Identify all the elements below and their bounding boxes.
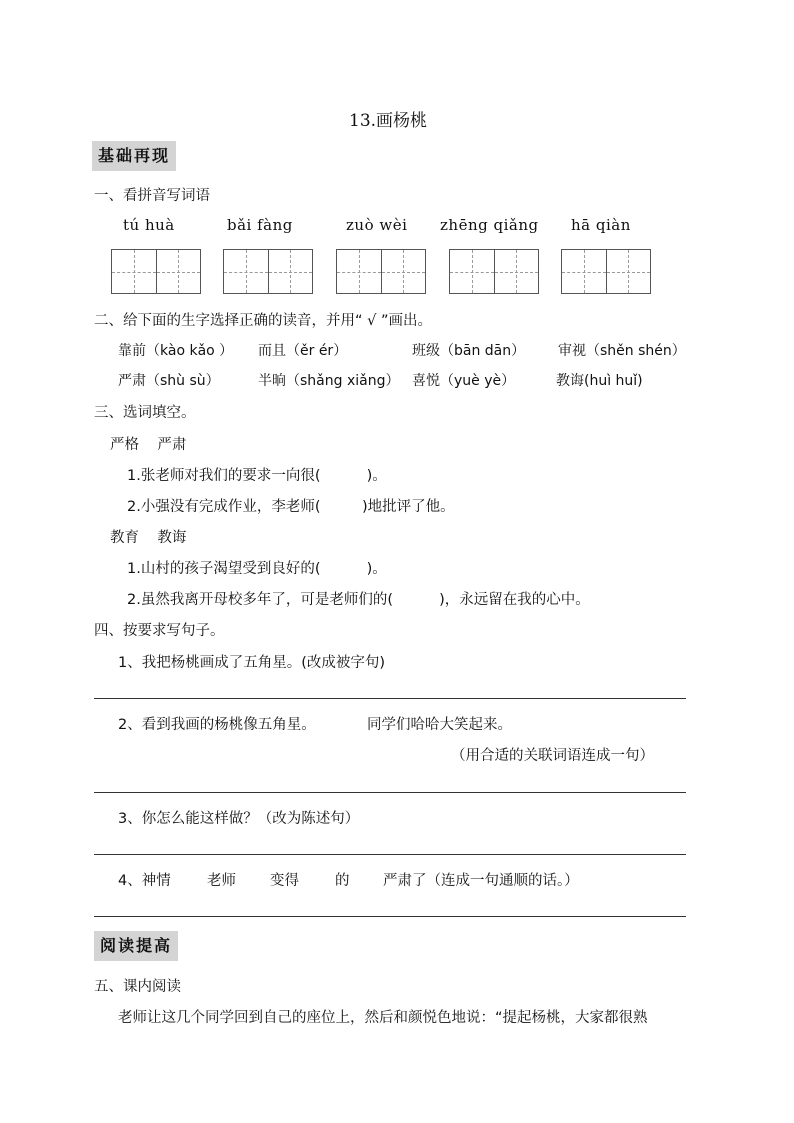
q4-heading: 四、按要求写句子。 <box>94 623 225 639</box>
q4-item-4-word-2: 老师 <box>207 873 236 889</box>
q2-item-7: 喜悦（yuè yè） <box>412 373 516 389</box>
q2-item-4: 审视（shěn shén） <box>558 343 686 359</box>
q1-heading: 一、看拼音写词语 <box>94 188 210 204</box>
q4-item-4-word-4: 的 <box>335 873 350 889</box>
q2-item-5: 严肃（shù sù） <box>118 373 220 389</box>
writing-grid-1[interactable] <box>111 249 201 294</box>
answer-line-2[interactable] <box>94 792 686 793</box>
q2-item-3: 班级（bān dān） <box>412 343 526 359</box>
q3-word-pair-2: 教育 教诲 <box>110 530 187 546</box>
q4-item-2a: 2、看到我画的杨桃像五角星。 <box>118 717 316 733</box>
q3-sentence-1: 1.张老师对我们的要求一向很( )。 <box>127 468 387 484</box>
reading-paragraph: 老师让这几个同学回到自己的座位上，然后和颜悦色地说：“提起杨桃，大家都很熟 <box>118 1010 648 1026</box>
pinyin-4: zhēng qiǎng <box>440 216 539 234</box>
q3-sentence-4: 2.虽然我离开母校多年了，可是老师们的( )，永远留在我的心中。 <box>127 592 590 608</box>
section-tag-basic: 基础再现 <box>92 141 176 171</box>
q4-item-3: 3、你怎么能这样做？（改为陈述句） <box>118 811 360 827</box>
pinyin-3: zuò wèi <box>346 216 408 234</box>
q4-item-2b: 同学们哈哈大笑起来。 <box>367 717 512 733</box>
q2-item-1: 靠前（kào kǎo ） <box>118 343 234 359</box>
q3-word-pair-1: 严格 严肃 <box>110 437 187 453</box>
q2-heading: 二、给下面的生字选择正确的读音，并用“ √ ”画出。 <box>94 313 432 329</box>
writing-grid-4[interactable] <box>449 249 539 294</box>
q5-heading: 五、课内阅读 <box>94 979 181 995</box>
writing-grid-2[interactable] <box>223 249 313 294</box>
q4-item-2c: （用合适的关联词语连成一句） <box>451 748 654 764</box>
q3-heading: 三、选词填空。 <box>94 405 196 421</box>
q2-item-8: 教诲(huì huǐ) <box>556 373 643 389</box>
q2-item-2: 而且（ěr ér） <box>258 343 348 359</box>
q4-item-4-word-5: 严肃了（连成一句通顺的话。） <box>383 873 579 889</box>
pinyin-5: hā qiàn <box>571 216 631 234</box>
pinyin-1: tú huà <box>123 216 175 234</box>
answer-line-1[interactable] <box>94 698 686 699</box>
q2-item-6: 半晌（shǎng xiǎng） <box>258 373 400 389</box>
page-title: 13.画杨桃 <box>349 111 428 131</box>
q3-sentence-2: 2.小强没有完成作业，李老师( )地批评了他。 <box>127 499 455 515</box>
q4-item-4-word-1: 4、神情 <box>118 873 171 889</box>
q4-item-1: 1、我把杨桃画成了五角星。(改成被字句) <box>118 655 386 671</box>
answer-line-4[interactable] <box>94 916 686 917</box>
q4-item-4-word-3: 变得 <box>270 873 299 889</box>
q3-sentence-3: 1.山村的孩子渴望受到良好的( )。 <box>127 561 387 577</box>
section-tag-reading: 阅读提高 <box>94 931 178 961</box>
writing-grid-5[interactable] <box>561 249 651 294</box>
pinyin-2: bǎi fàng <box>227 216 293 234</box>
writing-grid-3[interactable] <box>336 249 426 294</box>
answer-line-3[interactable] <box>94 854 686 855</box>
